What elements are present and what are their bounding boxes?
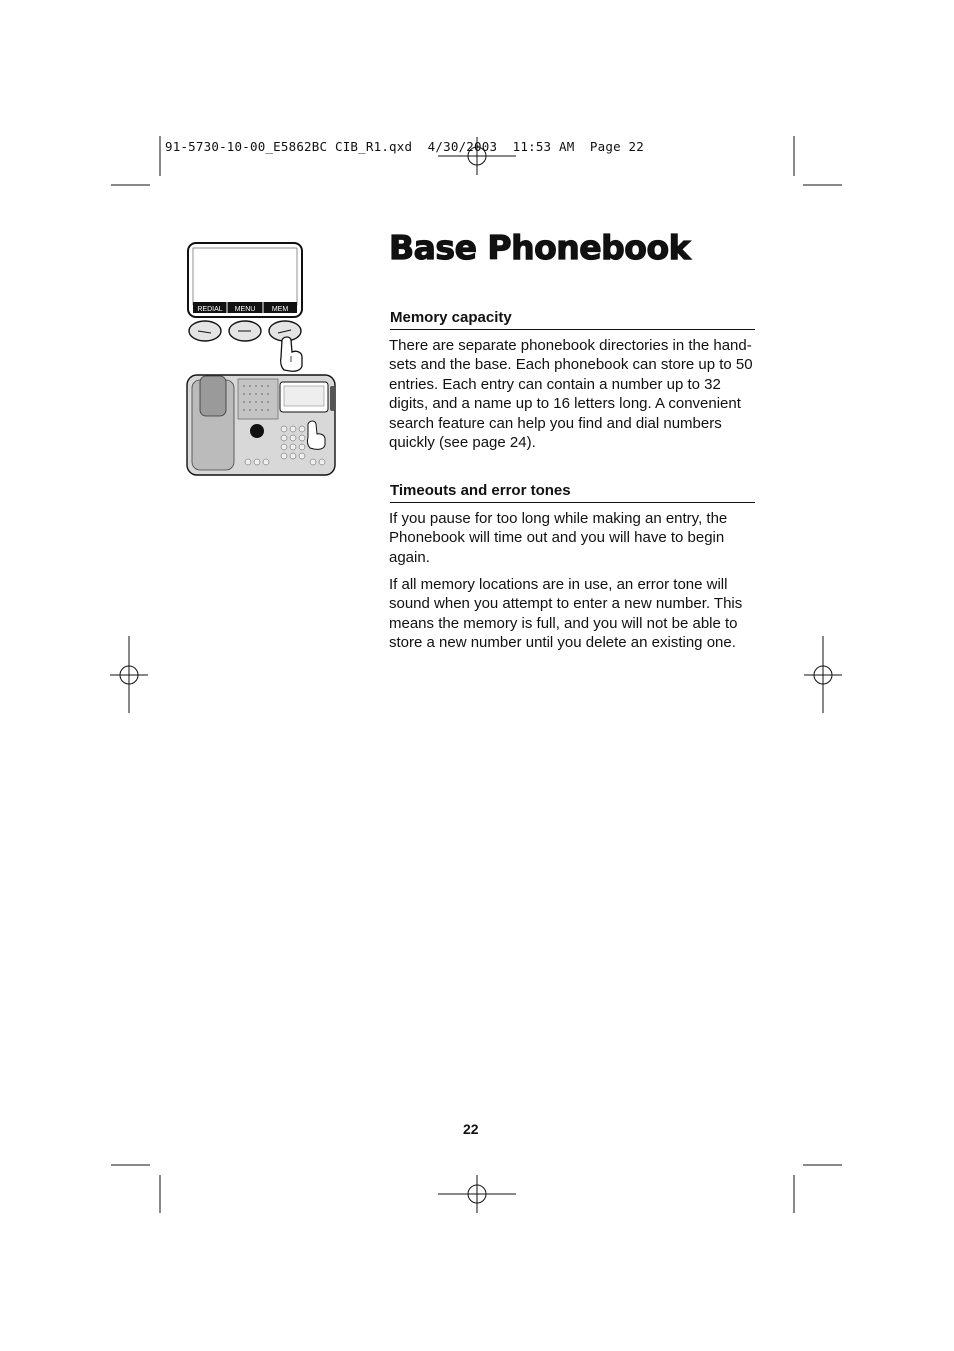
phone-base-icon [187,375,335,475]
file-slug: 91-5730-10-00_E5862BC CIB_R1.qxd 4/30/2003 11:53 AM Page 22 [165,139,644,154]
softkey-label-mem: MEM [271,306,289,313]
section-heading-timeouts: Timeouts and error tones [390,482,755,503]
page-title: Base Phonebook [389,228,691,267]
softkey-label-menu: MENU [234,306,256,313]
memory-capacity-paragraph: There are separate phonebook directories in the hand-sets and the base. Each phonebook can store up to 50 entries. Each entry can contain a number up to 32 digits, and a name up to 16 letters long. A convenient search feature can help you find and dial numbers quickly (see page 24). [389,337,753,452]
registration-target-left [110,636,148,713]
registration-target-bottom [438,1175,516,1213]
page-number: 22 [463,1121,479,1137]
softkey-label-redial: REDIAL [197,306,223,313]
timeouts-paragraph-2: If all memory locations are in use, an error tone will sound when you attempt to enter a new number. This means the memory is full, and you will not be able to store a new number until you delete an existing one. [389,576,743,652]
timeouts-paragraph-1: If you pause for too long while making an entry, the Phonebook will time out and you will have to begin again. [389,510,728,566]
registration-target-right [804,636,842,713]
section-heading-memory-capacity: Memory capacity [390,309,755,330]
hand-icon [281,337,302,371]
phone-illustration [180,236,350,481]
